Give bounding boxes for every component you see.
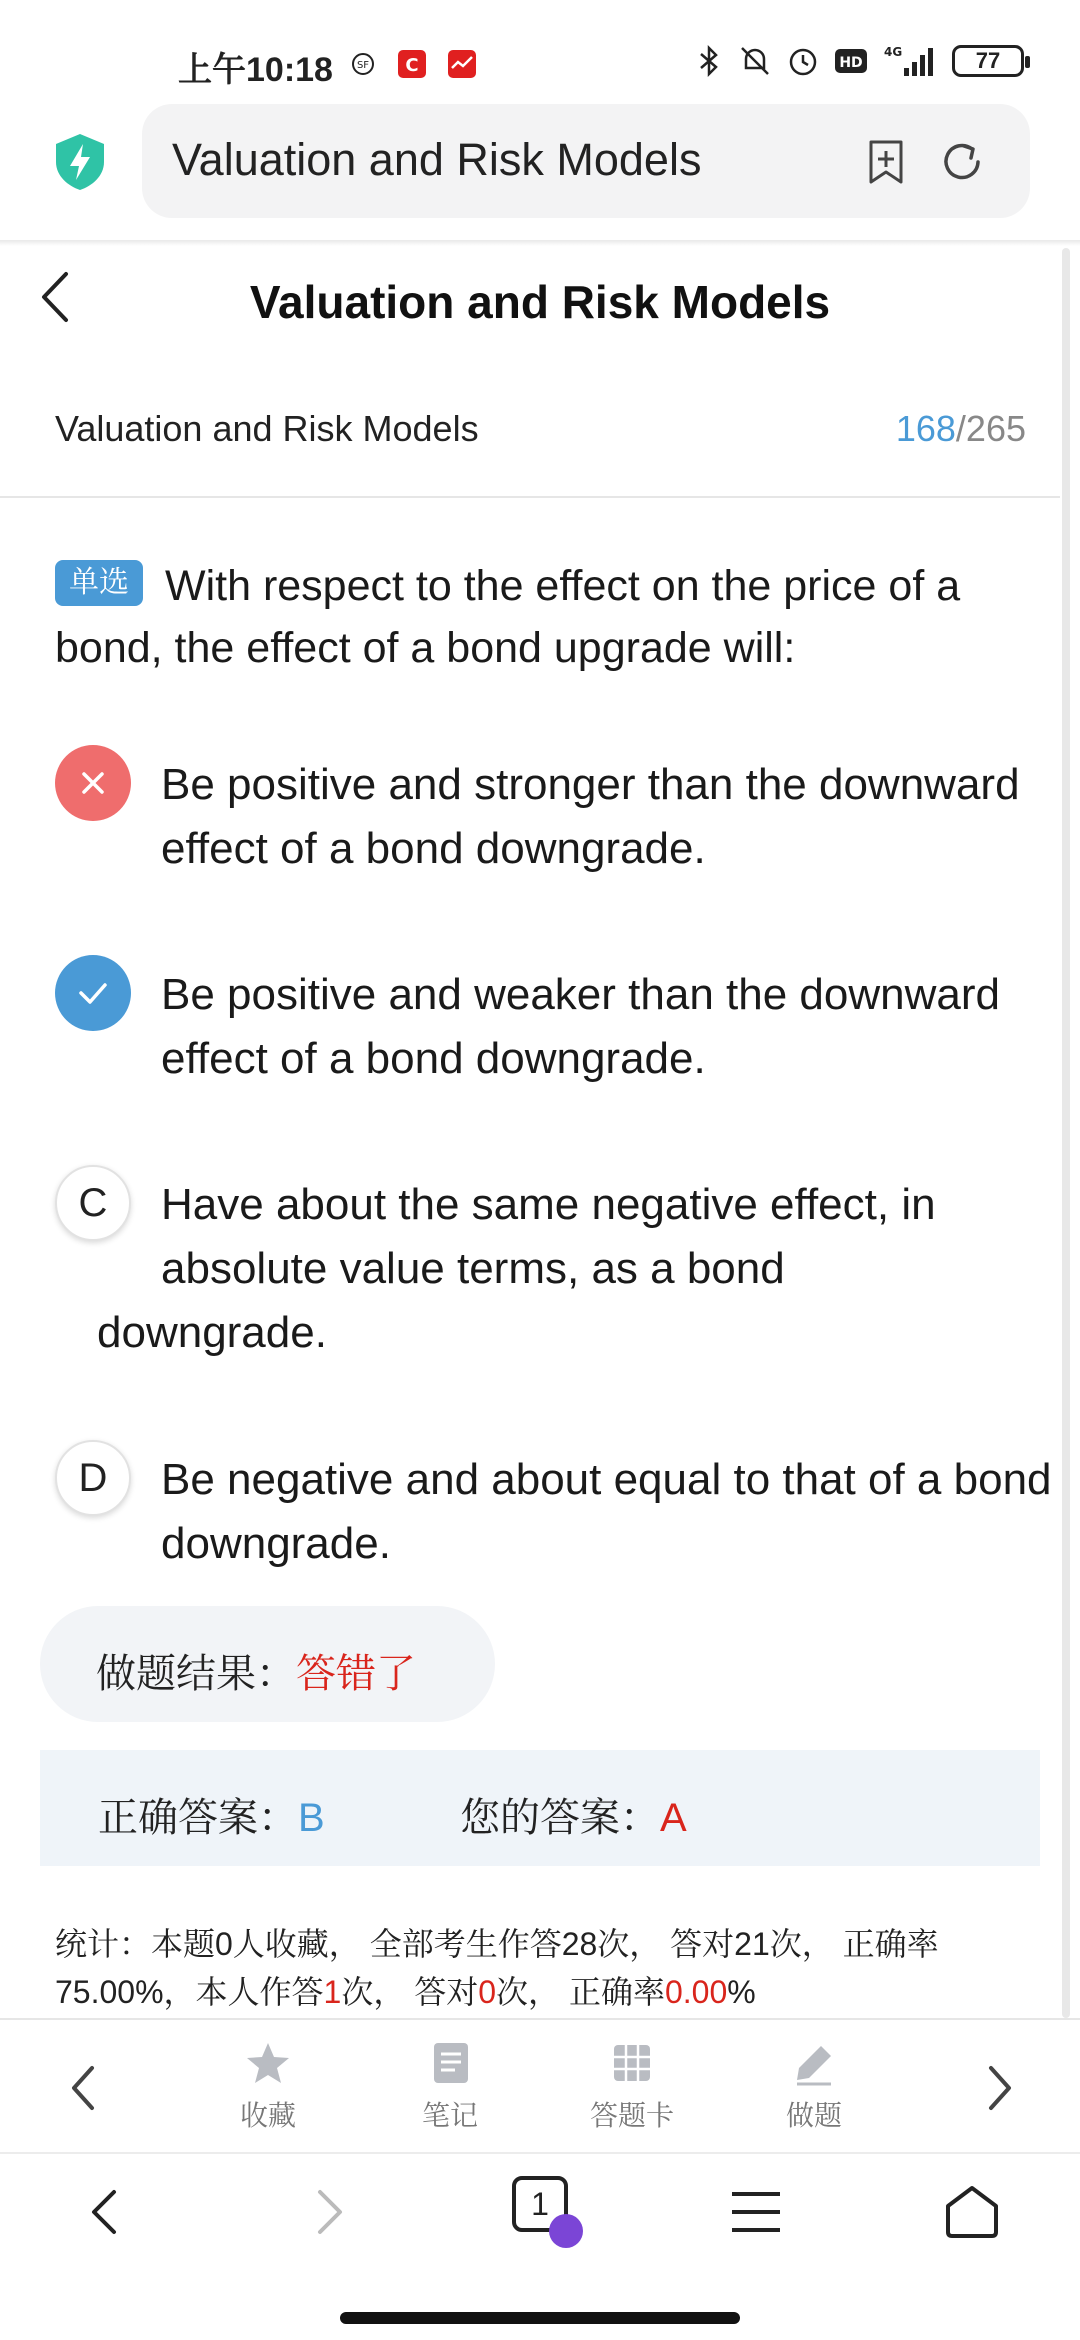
my-correct-count: 0 bbox=[478, 1974, 497, 2010]
sf-app-icon bbox=[350, 48, 376, 80]
favorite-label: 收藏 bbox=[239, 2100, 296, 2131]
my-answer-label: 您的答案： bbox=[460, 1796, 660, 1840]
pencil-icon bbox=[791, 2040, 837, 2086]
svg-text:4G: 4G bbox=[884, 45, 903, 59]
question-toolbar bbox=[0, 2018, 1080, 2152]
stock-app-icon bbox=[446, 48, 478, 80]
option-text-line3: downgrade. bbox=[97, 1308, 327, 1357]
hd-icon bbox=[834, 46, 868, 76]
red-app-icon bbox=[396, 48, 428, 80]
my-accuracy: 0.00 bbox=[664, 1974, 728, 2010]
result-badge bbox=[40, 1606, 495, 1722]
tab-switcher-button[interactable]: 1 bbox=[512, 2176, 568, 2232]
favorite-button[interactable] bbox=[208, 2040, 328, 2134]
shield-icon[interactable] bbox=[52, 132, 108, 192]
svg-text:SF: SF bbox=[356, 60, 370, 71]
incognito-badge-icon bbox=[549, 2214, 583, 2248]
stats-part4: % bbox=[727, 1974, 756, 2010]
grid-icon bbox=[609, 2040, 655, 2086]
practice-label: 做题 bbox=[785, 2100, 842, 2131]
notebook-icon bbox=[427, 2040, 473, 2086]
menu-icon[interactable] bbox=[724, 2180, 788, 2244]
battery-indicator: 77 bbox=[952, 45, 1024, 77]
check-icon bbox=[76, 978, 110, 1008]
divider bbox=[0, 240, 1080, 246]
option-text: Be positive and stronger than the downward effect of a bond downgrade. bbox=[161, 760, 1020, 873]
svg-text:C: C bbox=[405, 55, 419, 76]
correct-answer-value: B bbox=[298, 1796, 325, 1840]
correct-answer bbox=[98, 1786, 325, 1843]
bluetooth-icon bbox=[694, 44, 724, 78]
stats-part2: 次， 答对 bbox=[341, 1974, 479, 2010]
home-icon[interactable] bbox=[940, 2180, 1004, 2244]
next-question-icon[interactable] bbox=[975, 2058, 1023, 2118]
add-bookmark-icon[interactable] bbox=[862, 138, 910, 186]
answer-summary bbox=[40, 1750, 1040, 1866]
option-b[interactable] bbox=[55, 955, 1000, 1085]
section-subtitle: Valuation and Risk Models bbox=[55, 408, 479, 449]
practice-button[interactable] bbox=[754, 2040, 874, 2134]
url-title: Valuation and Risk Models bbox=[172, 134, 702, 185]
notes-button[interactable] bbox=[390, 2040, 510, 2134]
correct-answer-label: 正确答案： bbox=[98, 1796, 298, 1840]
alarm-icon bbox=[786, 44, 820, 78]
stats-part1: 统计：本题0人收藏， 全部考生作答28次， 答对21次， 正确率75.00%，本人作答 bbox=[55, 1926, 939, 2010]
total-questions: 265 bbox=[965, 408, 1026, 449]
star-icon bbox=[245, 2040, 291, 2086]
current-question-number: 168 bbox=[895, 408, 956, 449]
scrollbar[interactable] bbox=[1062, 248, 1070, 2018]
browser-forward-icon[interactable] bbox=[296, 2180, 360, 2244]
result-value: 答错了 bbox=[296, 1652, 416, 1696]
answer-sheet-label: 答题卡 bbox=[589, 2100, 674, 2131]
counter-separator: / bbox=[955, 408, 966, 449]
divider bbox=[0, 496, 1060, 498]
result-label-text: 做题结果： bbox=[96, 1652, 296, 1696]
wrong-answer-marker bbox=[55, 745, 131, 821]
answer-sheet-button[interactable] bbox=[572, 2040, 692, 2134]
option-text: Be positive and weaker than the downward effect of a bond downgrade. bbox=[161, 970, 1000, 1083]
my-answer bbox=[460, 1786, 687, 1843]
signal-icon bbox=[882, 44, 938, 78]
my-answer-value: A bbox=[660, 1796, 687, 1840]
page-title: Valuation and Risk Models bbox=[249, 276, 831, 328]
statistics-text bbox=[55, 1920, 1045, 2016]
question-type-tag: 单选 bbox=[55, 560, 143, 606]
result-label bbox=[96, 1642, 416, 1699]
question-counter bbox=[896, 408, 1026, 450]
previous-question-icon[interactable] bbox=[60, 2058, 108, 2118]
browser-back-icon[interactable] bbox=[74, 2180, 138, 2244]
option-a[interactable] bbox=[55, 745, 1020, 875]
url-field[interactable] bbox=[142, 104, 1030, 218]
refresh-icon[interactable] bbox=[938, 138, 986, 186]
option-text: Be negative and about equal to that of a bond downgrade. bbox=[161, 1455, 1052, 1568]
svg-text:HD: HD bbox=[839, 55, 863, 71]
home-indicator[interactable] bbox=[340, 2312, 740, 2324]
status-bar bbox=[0, 0, 1080, 110]
close-icon bbox=[78, 768, 108, 798]
status-time: 上午10:18 bbox=[178, 51, 333, 89]
correct-answer-marker bbox=[55, 955, 131, 1031]
option-text-line2: absolute value terms, as a bond bbox=[161, 1244, 785, 1293]
notes-label: 笔记 bbox=[421, 2100, 478, 2131]
stats-part3: 次， 正确率 bbox=[496, 1974, 665, 2010]
my-attempts: 1 bbox=[323, 1974, 342, 2010]
status-right-group bbox=[694, 44, 1024, 78]
option-letter-c: C bbox=[55, 1165, 131, 1241]
option-text-line1: Have about the same negative effect, in bbox=[161, 1180, 936, 1229]
bell-muted-icon bbox=[738, 44, 772, 78]
option-letter-d: D bbox=[55, 1440, 131, 1516]
option-d[interactable] bbox=[55, 1440, 1052, 1570]
browser-address-bar bbox=[0, 100, 1080, 242]
question-text: With respect to the effect on the price of a bond, the effect of a bond upgrade will: bbox=[55, 562, 961, 672]
question-stem bbox=[55, 555, 985, 679]
option-c[interactable] bbox=[55, 1165, 985, 1365]
